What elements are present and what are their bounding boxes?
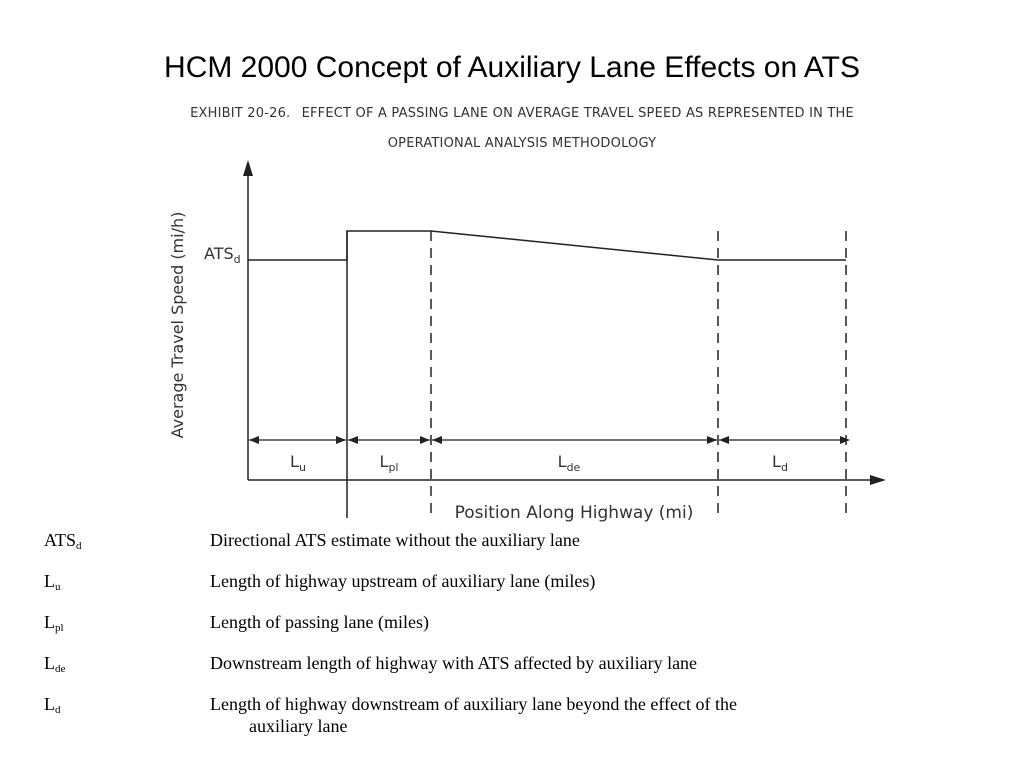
legend-symbol: $L_{de}$ (44, 653, 66, 675)
exhibit-number: EXHIBIT 20-26. (190, 106, 291, 121)
ats-d-label: $ATS_d$ (204, 244, 241, 266)
speed-profile-line (248, 231, 846, 260)
legend-description: Directional ATS estimate without the auxiliary lane (210, 530, 580, 550)
legend-row-lu (44, 570, 984, 611)
exhibit-caption-text-1: EFFECT OF A PASSING LANE ON AVERAGE TRAVEL SPEED AS REPRESENTED IN THE (301, 106, 854, 121)
x-axis-label: Position Along Highway (mi) (454, 503, 694, 523)
legend-description: Downstream length of highway with ATS affected by auxiliary lane (210, 653, 698, 673)
legend-description-continuation: auxiliary lane (249, 716, 348, 736)
slide-title: HCM 2000 Concept of Auxiliary Lane Effects on ATS (164, 51, 860, 84)
segment-label-lu: $L_u$ (290, 452, 306, 474)
legend-description: Length of passing lane (miles) (210, 612, 429, 632)
legend-row-lde (44, 652, 984, 693)
legend-description: Length of highway upstream of auxiliary lane (miles) (210, 571, 596, 591)
y-axis-arrowhead (243, 160, 253, 176)
y-axis-label: Average Travel Speed (mi/h) (168, 211, 187, 439)
exhibit-caption-text-2: OPERATIONAL ANALYSIS METHODOLOGY (387, 136, 657, 151)
segment-label-lpl: $L_{pl}$ (379, 452, 399, 474)
x-axis-arrowhead (870, 475, 886, 485)
legend-row-ats-d (44, 529, 984, 570)
legend-symbol: $L_u$ (44, 571, 61, 593)
legend-row-ld (44, 693, 984, 734)
legend-description: Length of highway downstream of auxiliary lane beyond the effect of the auxiliary lane (210, 693, 930, 737)
legend-symbol: $L_{pl}$ (44, 612, 64, 634)
segment-label-lde: $L_{de}$ (557, 452, 581, 474)
segment-label-ld: $L_d$ (772, 452, 788, 474)
definitions-legend (44, 529, 984, 734)
legend-symbol: $ATS_d$ (44, 530, 82, 552)
legend-symbol: $L_d$ (44, 694, 61, 716)
legend-row-lpl (44, 611, 984, 652)
